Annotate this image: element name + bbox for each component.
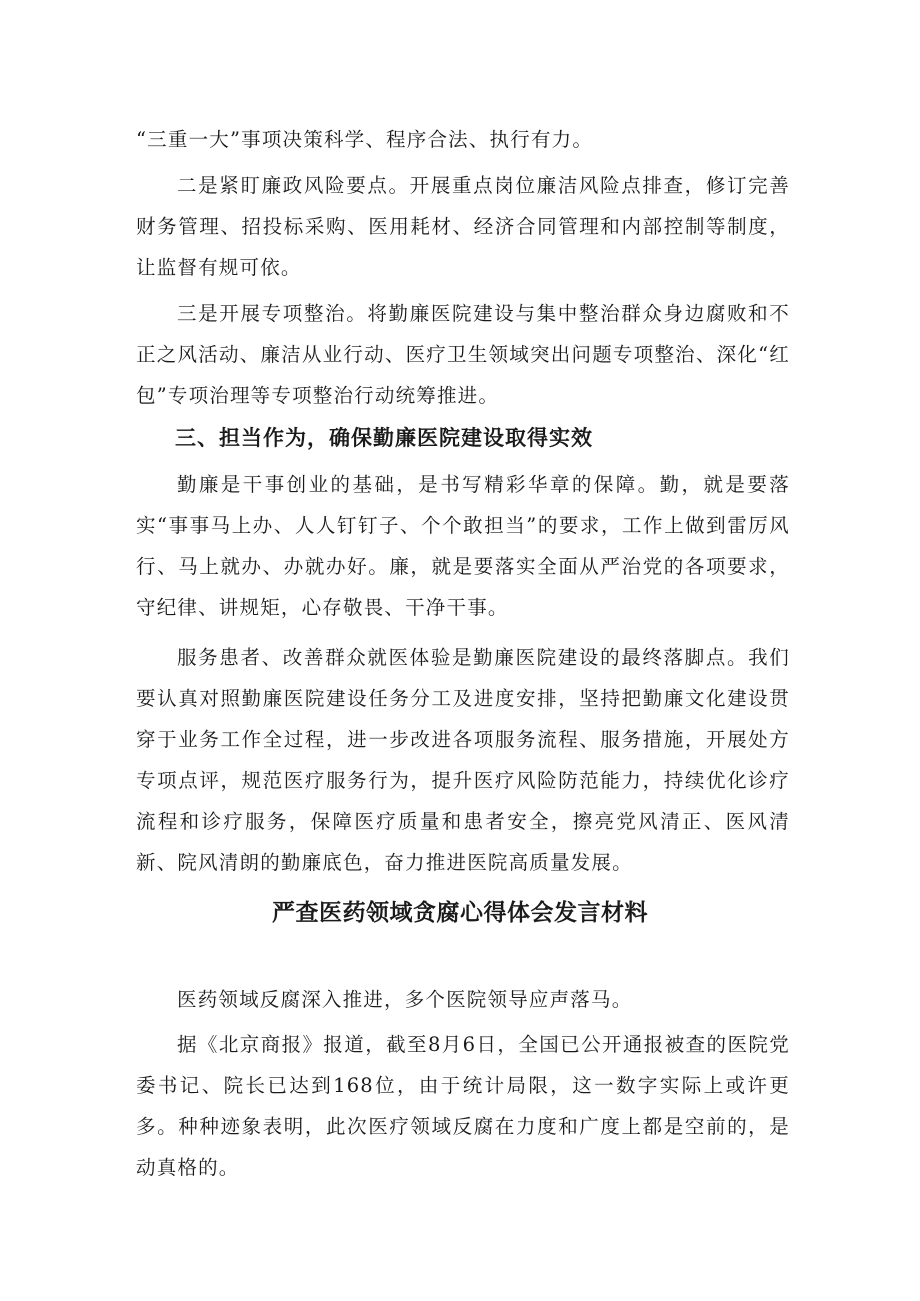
paragraph-special-rectification: 三是开展专项整治。将勤廉医院建设与集中整治群众身边腐败和不正之风活动、廉洁从业行动、医疗卫生领域突出问题专项整治、深化“红包”专项治理等专项整治行动统筹推进。 [136,302,790,407]
paragraph-news-report: 据《北京商报》报道，截至8月6日，全国已公开通报被查的医院党委书记、院长已达到168位，由于统计局限，这一数字实际上或许更多。种种迹象表明，此次医疗领域反腐在力度和广度上都是空前的，是动真格的。 [136,1033,790,1179]
paragraph-serve-patients: 服务患者、改善群众就医体验是勤廉医院建设的最终落脚点。我们要认真对照勤廉医院建设任务分工及进度安排，坚持把勤廉文化建设贯穿于业务工作全过程，进一步改进各项服务流程、服务措施，开展处方专项点评，规范医疗服务行为，提升医疗风险防范能力，持续优化诊疗流程和诊疗服务，保障医疗质量和患者安全，擦亮党风清正、医风清新、院风清朗的勤廉底色，奋力推进医院高质量发展。 [136,646,790,874]
paragraph-continuation: “三重一大”事项决策科学、程序合法、执行有力。 [136,128,594,151]
paragraph-anti-corruption-intro: 医药领域反腐深入推进，多个医院领导应声落马。 [177,988,633,1011]
article-title: 严查医药领域贪腐心得体会发言材料 [272,900,648,926]
paragraph-risk-points: 二是紧盯廉政风险要点。开展重点岗位廉洁风险点排查，修订完善财务管理、招投标采购、医用耗材、经济合同管理和内部控制等制度，让监督有规可依。 [136,174,790,279]
section-heading-3: 三、担当作为，确保勤廉医院建设取得实效 [175,426,593,450]
paragraph-diligence-integrity: 勤廉是干事创业的基础，是书写精彩华章的保障。勤，就是要落实“事事马上办、人人钉钉子、个个敢担当”的要求，工作上做到雷厉风行、马上就办、办就办好。廉，就是要落实全面从严治党的各项要求，守纪律、讲规矩，心存敬畏、干净干事。 [136,473,790,619]
